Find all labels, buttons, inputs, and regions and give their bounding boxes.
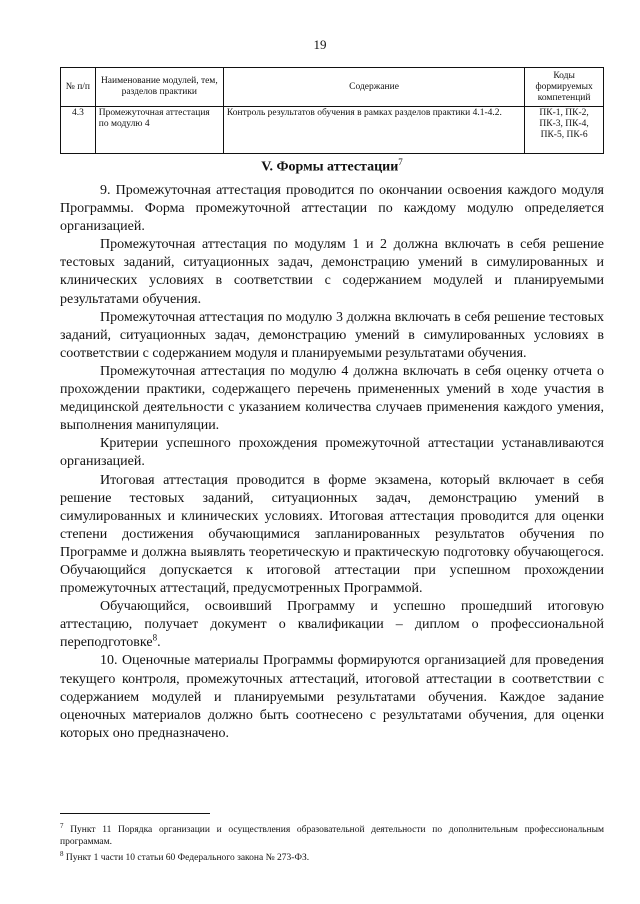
paragraph-diploma-end: . xyxy=(157,635,161,651)
paragraph-module-3: Промежуточная аттестация по модулю 3 должна включать в себя решение тестовых заданий, ситуационных задач, демонстрацию умений в симулированных условиях в соответствии с содержанием модуля и планируемыми результатами обучения. xyxy=(60,309,604,361)
row-content: Контроль результатов обучения в рамках разделов практики 4.1-4.2. xyxy=(223,107,524,154)
footnote-ref-8: 8 xyxy=(152,632,158,643)
paragraph-diploma-text: Обучающийся, освоивший Программу и успешно прошедший итоговую аттестацию, получает документ о квалификации – диплом о профессиональной переподготовке xyxy=(60,599,604,651)
footnote-8 xyxy=(60,848,604,864)
paragraph-modules-1-2: Промежуточная аттестация по модулям 1 и 2 должна включать в себя решение тестовых заданий, ситуационных задач, демонстрацию умений в симулированных и клинических условиях в соответствии с содержанием модулей и планируемыми результатами обучения. xyxy=(60,237,604,307)
footnote-text: Пункт 11 Порядка организации и осуществления образовательной деятельности по дополнительным профессиональным программам. xyxy=(60,825,604,848)
paragraph-diploma xyxy=(60,598,604,652)
footnote-divider xyxy=(60,813,210,814)
column-header-competency-codes: Коды формируемых компетенций xyxy=(525,68,604,107)
page-number: 19 xyxy=(313,37,327,52)
section-heading xyxy=(60,157,604,176)
body-text xyxy=(60,182,604,743)
footnote-7 xyxy=(60,820,604,848)
row-module-name: Промежуточная аттестация по модулю 4 xyxy=(95,107,223,154)
section-heading-text: V. Формы аттестации xyxy=(261,159,399,175)
row-competency-codes: ПК-1, ПК-2, ПК-3, ПК-4, ПК-5, ПК-6 xyxy=(525,107,604,154)
paragraph-criteria: Критерии успешного прохождения промежуточной аттестации устанавливаются организацией. xyxy=(60,436,604,470)
row-number: 4.3 xyxy=(61,107,96,154)
column-header-number: № п/п xyxy=(61,68,96,107)
paragraph-final-attestation: Итоговая аттестация проводится в форме экзамена, который включает в себя решение тестовых заданий, ситуационных задач, демонстрацию умений в симулированных и клинических условиях. Итоговая аттестация проводится для оценки степени достижения обучающимися запланированных результатов обучения по Программе и должна выявлять теоретическую и практическую подготовку обучающегося. Обучающийся допускается к итоговой аттестации при успешном прохождении промежуточных аттестаций, предусмотренных Программой. xyxy=(60,472,604,597)
modules-table xyxy=(60,67,604,154)
column-header-module-name: Наименование модулей, тем, разделов практики xyxy=(95,68,223,107)
paragraph-10: 10. Оценочные материалы Программы формируются организацией для проведения текущего контроля, промежуточных аттестаций, итоговой аттестации в соответствии с содержанием модулей и планируемыми результатами обучения. Каждое задание оценочных материалов должно быть соотнесено с результатами обучения, для оценки которых оно предназначено. xyxy=(60,653,604,741)
table-header-row xyxy=(61,68,604,107)
paragraph-module-4: Промежуточная аттестация по модулю 4 должна включать в себя оценку отчета о прохождении практики, содержащего перечень примененных умений в ходе участия в медицинской деятельности с указанием количества случаев применения каждого умения, выполнения манипуляции. xyxy=(60,363,604,434)
footnote-mark: 8 xyxy=(60,850,64,859)
column-header-content: Содержание xyxy=(223,68,524,107)
footnote-ref-7: 7 xyxy=(398,157,403,167)
paragraph-9: 9. Промежуточная аттестация проводится по окончании освоения каждого модуля Программы. Форма промежуточной аттестации по каждому модулю определяется организацией. xyxy=(60,183,604,235)
footnote-text: Пункт 1 части 10 статьи 60 Федерального закона № 273-ФЗ. xyxy=(65,853,310,864)
footnotes xyxy=(60,820,604,864)
table-row xyxy=(61,107,604,154)
footnote-mark: 7 xyxy=(60,822,64,830)
